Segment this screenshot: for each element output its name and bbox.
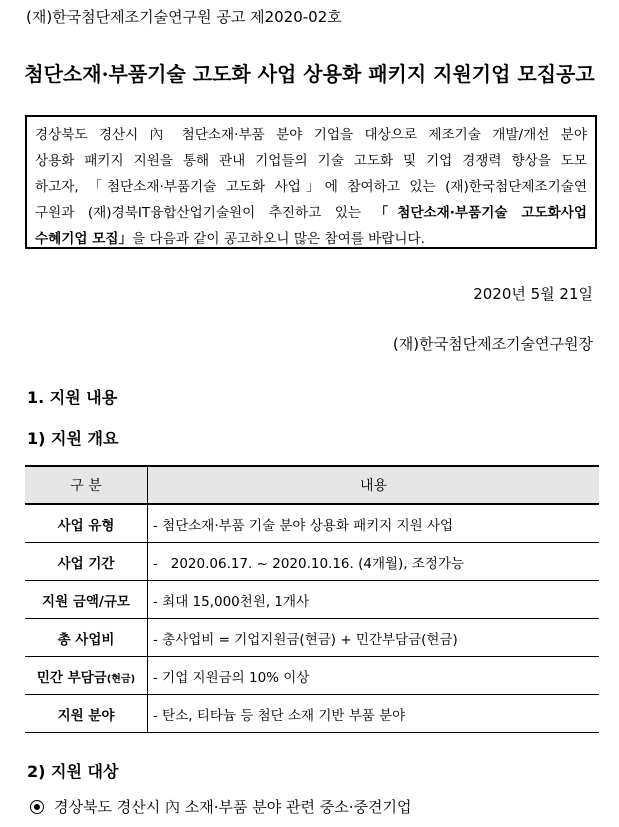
row-label: 지원 분야 — [25, 695, 148, 733]
signer: (재)한국첨단제조기술연구원장 — [392, 335, 593, 353]
intro-box — [25, 115, 597, 249]
row-value: - 총사업비 = 기업지원금(현금) + 민간부담금(현금) — [148, 619, 600, 657]
intro-line: 하고자, 「첨단소재·부품기술 고도화 사업」에 참여하고 있는 (재)한국첨단제조기술연 — [35, 179, 587, 195]
bullet-icon — [30, 800, 44, 814]
row-label: 총 사업비 — [25, 619, 148, 657]
intro-text: 구원과 (재)경북IT융합산업기술원이 추진하고 있는 — [35, 205, 375, 221]
table-row — [25, 657, 599, 695]
intro-line — [35, 200, 587, 226]
table-header-cell: 구 분 — [25, 466, 148, 504]
table-header-row — [25, 466, 599, 504]
row-label — [25, 657, 148, 695]
row-label: 사업 유형 — [25, 504, 148, 543]
overview-table — [25, 465, 599, 733]
intro-text: 을 다음과 같이 공고하오니 많은 참여를 바랍니다. — [132, 231, 426, 247]
row-label: 사업 기간 — [25, 543, 148, 581]
page-title: 첨단소재·부품기술 고도화 사업 상용화 패키지 지원기업 모집공고 — [24, 62, 595, 86]
row-value: - 2020.06.17. ~ 2020.10.16. (4개월), 조정가능 — [148, 543, 600, 581]
intro-line — [35, 226, 587, 252]
table-row — [25, 695, 599, 733]
intro-bold-text: 「첨단소재·부품기술 고도화사업 — [374, 205, 588, 221]
table-row — [25, 581, 599, 619]
intro-line: 상용화 패키지 지원을 통해 관내 기업들의 기술 고도화 및 기업 경쟁력 향상을 도모 — [35, 153, 587, 169]
row-label-small: (현금) — [106, 673, 136, 685]
row-label: 지원 금액/규모 — [25, 581, 148, 619]
target-text: 경상북도 경산시 內 소재·부품 분야 관련 중소·중견기업 — [54, 798, 412, 816]
subsection-heading: 1) 지원 개요 — [27, 429, 119, 448]
target-item — [30, 796, 411, 817]
row-value: - 첨단소재·부품 기술 분야 상용화 패키지 지원 사업 — [148, 504, 600, 543]
row-value: - 기업 지원금의 10% 이상 — [148, 657, 600, 695]
table-row — [25, 543, 599, 581]
intro-bold-text: 수혜기업 모집」 — [35, 231, 133, 247]
notice-date: 2020년 5월 21일 — [473, 285, 593, 303]
section-heading: 1. 지원 내용 — [27, 388, 118, 407]
table-row — [25, 619, 599, 657]
subsection-heading: 2) 지원 대상 — [27, 762, 119, 781]
row-label-main: 민간 부담금 — [36, 669, 107, 686]
notice-number: (재)한국첨단제조기술연구원 공고 제2020-02호 — [26, 8, 342, 26]
intro-line: 경상북도 경산시 內 첨단소재·부품 분야 기업을 대상으로 제조기술 개발/개선 분야 — [35, 127, 587, 143]
row-value: - 최대 15,000천원, 1개사 — [148, 581, 600, 619]
table-header-cell: 내용 — [148, 466, 600, 504]
row-value: - 탄소, 티타늄 등 첨단 소재 기반 부품 분야 — [148, 695, 600, 733]
table-row — [25, 504, 599, 543]
